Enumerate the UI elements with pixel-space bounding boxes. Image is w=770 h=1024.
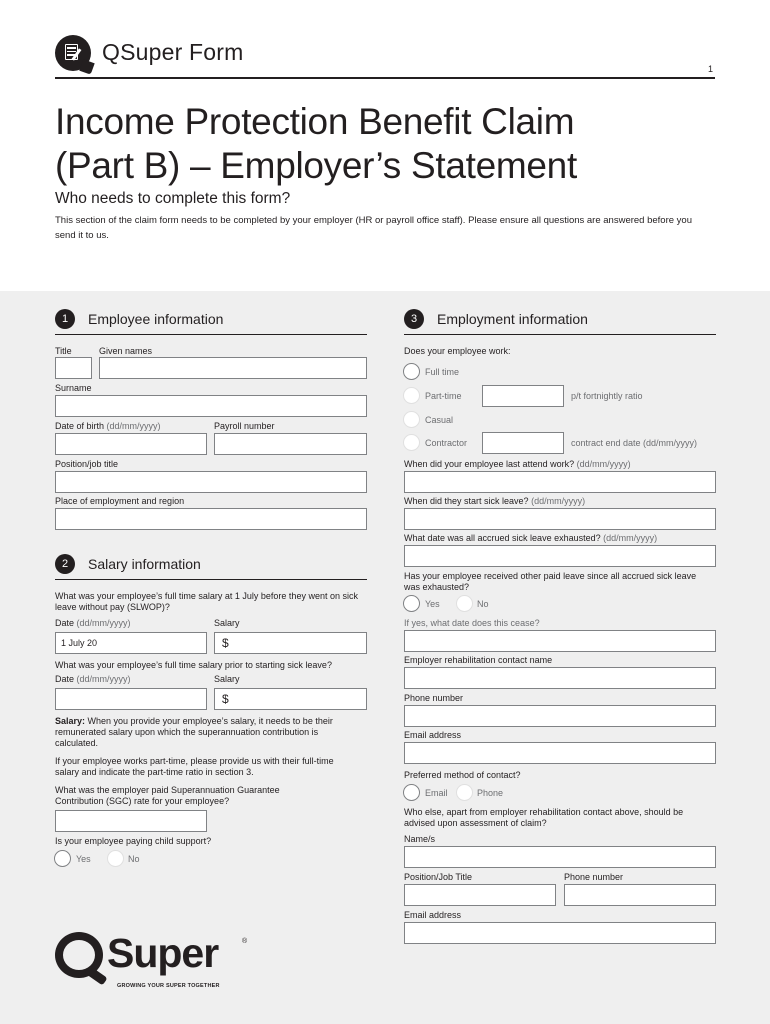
contractor-radio[interactable]	[403, 434, 420, 451]
dob-label: Date of birth (dd/mm/yyyy)	[55, 421, 161, 431]
fulltime-radio[interactable]	[403, 363, 420, 380]
child-support-no-radio[interactable]	[107, 850, 124, 867]
fulltime-label: Full time	[425, 367, 460, 377]
contact-email-radio[interactable]	[403, 784, 420, 801]
email-field[interactable]	[404, 742, 716, 764]
child-support-yes-radio[interactable]	[54, 850, 71, 867]
exhausted-field[interactable]	[404, 545, 716, 567]
contract-end-label: contract end date (dd/mm/yyyy)	[571, 438, 698, 448]
section-number-badge: 1	[55, 309, 75, 329]
sgc-rate-field[interactable]	[55, 810, 207, 832]
page-number: 1	[707, 64, 713, 74]
other-leave-yes-label: Yes	[425, 599, 440, 609]
form-label: QSuper Form	[102, 39, 244, 65]
contact-phone-radio[interactable]	[456, 784, 473, 801]
casual-label: Casual	[425, 415, 454, 425]
logo-tagline: GROWING YOUR SUPER TOGETHER	[117, 983, 220, 989]
other-leave-no-radio[interactable]	[456, 595, 473, 612]
pref-contact-label: Preferred method of contact?	[404, 770, 521, 780]
who-else-question: Who else, apart from employer rehabilitation contact above, should be advised upon assessment of claim?	[404, 807, 684, 828]
currency-symbol: $	[222, 692, 229, 706]
last-attend-field[interactable]	[404, 471, 716, 493]
date-prefill: 1 July 20	[61, 638, 98, 648]
pt-ratio-label: p/t fortnightly ratio	[571, 391, 643, 401]
sgc-question: What was the employer paid Superannuation Guarantee Contribution (SGC) rate for your employee?	[55, 785, 280, 806]
salary-label: Salary	[214, 674, 240, 684]
title-label: Title	[55, 346, 72, 356]
position-label: Position/job title	[55, 459, 119, 469]
salary-field-1[interactable]	[214, 632, 367, 654]
page-title-line1: Income Protection Benefit Claim	[55, 101, 575, 142]
place-field[interactable]	[55, 508, 367, 530]
email-label: Email address	[404, 730, 462, 740]
sick-start-label: When did they start sick leave? (dd/mm/yyyy)	[404, 496, 586, 506]
email2-label: Email address	[404, 910, 462, 920]
section-1-header	[55, 309, 367, 335]
parttime-radio[interactable]	[403, 387, 420, 404]
cease-date-field[interactable]	[404, 630, 716, 652]
contract-end-field[interactable]	[482, 432, 564, 454]
date-label: Date (dd/mm/yyyy)	[55, 618, 131, 628]
other-leave-question: Has your employee received other paid leave since all accrued sick leave was exhausted?	[404, 571, 697, 592]
contact-email-label: Email	[425, 788, 448, 798]
job-title-field[interactable]	[404, 884, 556, 906]
section-number-badge: 3	[404, 309, 424, 329]
date-label: Date (dd/mm/yyyy)	[55, 674, 131, 684]
currency-symbol: $	[222, 636, 229, 650]
section-2-header	[55, 554, 367, 580]
exhausted-label: What date was all accrued sick leave exhausted? (dd/mm/yyyy)	[404, 533, 658, 543]
section-title: Employment information	[437, 311, 588, 327]
registered-mark: ®	[242, 938, 248, 945]
sick-start-field[interactable]	[404, 508, 716, 530]
names-field[interactable]	[404, 846, 716, 868]
salary-field-2[interactable]	[214, 688, 367, 710]
job-title-label: Position/Job Title	[404, 872, 473, 882]
place-label: Place of employment and region	[55, 496, 185, 506]
salary-date-field-1[interactable]	[55, 632, 207, 654]
email2-field[interactable]	[404, 922, 716, 944]
salary-label: Salary	[214, 618, 240, 628]
last-attend-label: When did your employee last attend work? (dd/mm/yyyy)	[404, 459, 631, 469]
employment-type-question: Does your employee work:	[404, 346, 511, 356]
section-3-header	[404, 309, 716, 335]
page-title-line2: (Part B) – Employer’s Statement	[55, 145, 577, 186]
casual-radio[interactable]	[403, 411, 420, 428]
part-time-note: If your employee works part-time, please provide us with their full-time salary and indicate the part-time ratio in section 3.	[55, 756, 334, 777]
rehab-name-label: Employer rehabilitation contact name	[404, 655, 553, 665]
form-document-icon	[55, 35, 91, 71]
pt-ratio-field[interactable]	[482, 385, 564, 407]
qsuper-logo	[55, 932, 255, 992]
intro-heading: Who needs to complete this form?	[55, 190, 291, 207]
intro-text: This section of the claim form needs to be completed by your employer (HR or payroll office staff). Please ensure all questions are answered before you send it to us.	[55, 215, 692, 241]
phone-field[interactable]	[404, 705, 716, 727]
section-title: Employee information	[88, 311, 224, 327]
given-names-label: Given names	[99, 346, 153, 356]
contact-phone-label: Phone	[477, 788, 504, 798]
cease-date-label: If yes, what date does this cease?	[404, 618, 540, 628]
title-field[interactable]	[55, 357, 92, 379]
salary-q1: What was your employee’s full time salary at 1 July before they went on sick leave without pay (SLWOP)?	[55, 591, 358, 612]
salary-note: Salary: When you provide your employee’s salary, it needs to be their remunerated salary upon which the superannuation contribution is calculated.	[55, 716, 333, 748]
section-number-badge: 2	[55, 554, 75, 574]
position-field[interactable]	[55, 471, 367, 493]
dob-field[interactable]	[55, 433, 207, 455]
child-support-no-label: No	[128, 854, 140, 864]
salary-date-field-2[interactable]	[55, 688, 207, 710]
page-title	[55, 100, 577, 188]
rehab-name-field[interactable]	[404, 667, 716, 689]
form-header	[55, 33, 715, 79]
payroll-label: Payroll number	[214, 421, 275, 431]
child-support-yes-label: Yes	[76, 854, 91, 864]
phone2-label: Phone number	[564, 872, 624, 882]
payroll-field[interactable]	[214, 433, 367, 455]
phone-label: Phone number	[404, 693, 464, 703]
salary-q2: What was your employee’s full time salary prior to starting sick leave?	[55, 660, 332, 670]
contractor-label: Contractor	[425, 438, 468, 448]
surname-field[interactable]	[55, 395, 367, 417]
other-leave-yes-radio[interactable]	[403, 595, 420, 612]
phone2-field[interactable]	[564, 884, 716, 906]
names-label: Name/s	[404, 834, 436, 844]
surname-label: Surname	[55, 383, 92, 393]
parttime-label: Part-time	[425, 391, 462, 401]
q-mark-icon	[55, 932, 103, 978]
child-support-question: Is your employee paying child support?	[55, 836, 212, 846]
logo-wordmark: Super	[107, 930, 219, 976]
given-names-field[interactable]	[99, 357, 367, 379]
other-leave-no-label: No	[477, 599, 489, 609]
section-title: Salary information	[88, 556, 201, 572]
